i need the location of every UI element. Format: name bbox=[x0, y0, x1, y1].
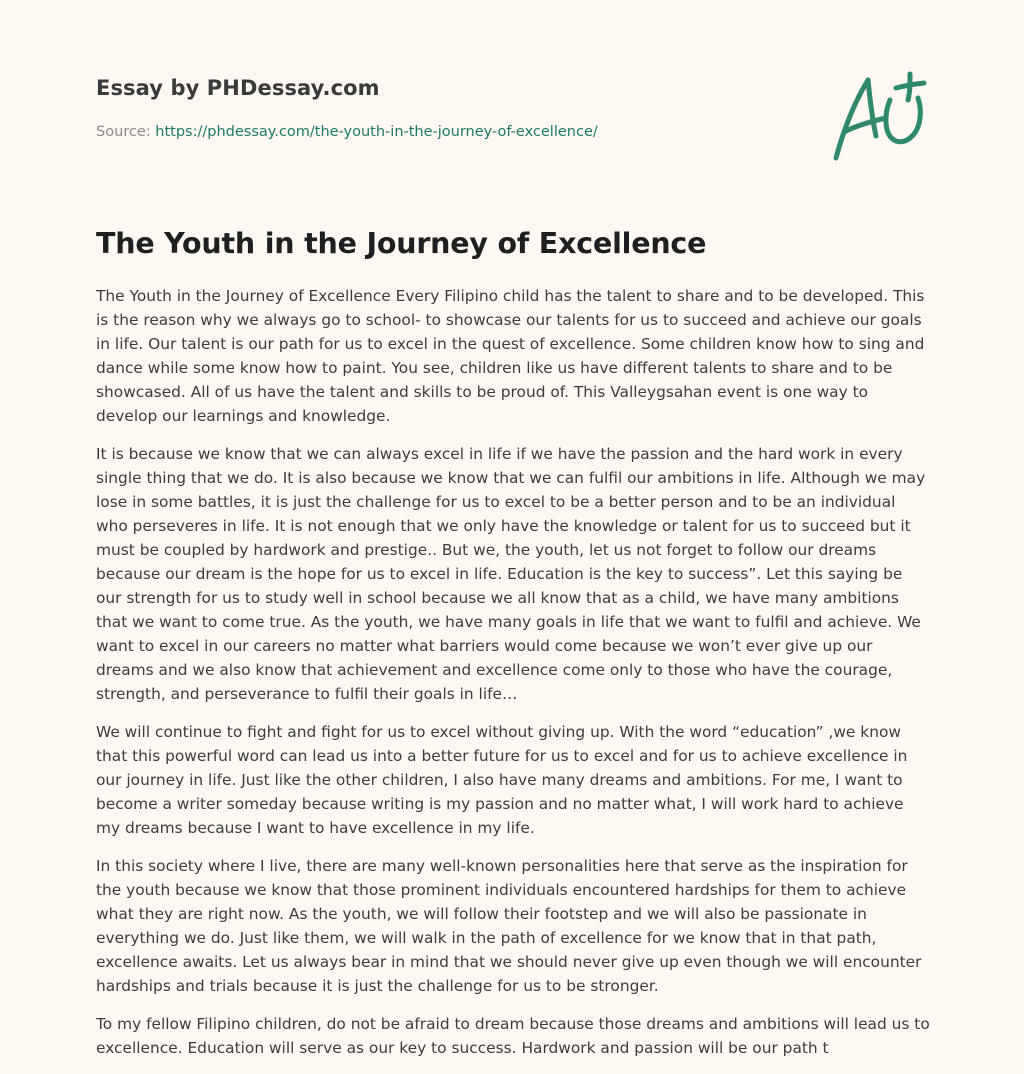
essay-title: The Youth in the Journey of Excellence bbox=[96, 227, 707, 260]
source-label: Source: bbox=[96, 124, 156, 140]
essay-header bbox=[96, 0, 928, 200]
essay-paragraph: The Youth in the Journey of Excellence Every Filipino child has the talent to share and to be developed. This is the reason why we always go to school- to showcase our talents for us to succeed and achieve our goals in life. Our talent is our path for us to excel in the quest of excellence. Some children know how to sing and dance while some know how to paint. You see, children like us have different talents to share and to be showcased. All of us have the talent and skills to be proud of. This Valleygsahan event is one way to develop our learnings and knowledge. bbox=[96, 287, 925, 425]
brand-title: Essay by PHDessay.com bbox=[96, 76, 380, 100]
source-link[interactable]: https://phdessay.com/the-youth-in-the-journey-of-excellence/ bbox=[155, 124, 598, 140]
essay-content bbox=[96, 222, 930, 1074]
essay-paragraph: To my fellow Filipino children, do not be afraid to dream because those dreams and ambitions will lead us to excellence. Education will serve as our key to success. Hardwork and passion will be our path t bbox=[96, 1015, 930, 1057]
source-line bbox=[96, 124, 598, 140]
a-plus-logo-icon bbox=[828, 66, 928, 166]
essay-paragraph: We will continue to fight and fight for us to excel without giving up. With the word “education” ,we know that this powerful word can lead us into a better future for us to excel and for us to achieve excellence in our journey in life. Just like the other children, I also have many dreams and ambitions. For me, I want to become a writer someday because writing is my passion and no matter what, I will work hard to achieve my dreams because I want to have excellence in my life. bbox=[96, 723, 908, 837]
essay-paragraph: In this society where I live, there are many well-known personalities here that serve as the inspiration for the youth because we know that those prominent individuals encountered hardships for them to achieve what they are right now. As the youth, we will follow their footstep and we will also be passionate in everything we do. Just like them, we will walk in the path of excellence for we know that in that path, excellence awaits. Let us always bear in mind that we should never give up even though we will encounter hardships and trials because it is just the challenge for us to be stronger. bbox=[96, 857, 922, 995]
essay-paragraph: It is because we know that we can always excel in life if we have the passion and the hard work in every single thing that we do. It is also because we know that we can fulfil our ambitions in life. Although we may lose in some battles, it is just the challenge for us to excel to be a better person and to be an individual who perseveres in life. It is not enough that we only have the knowledge or talent for us to succeed but it must be coupled by hardwork and prestige.. But we, the youth, let us not forget to follow our dreams because our dream is the hope for us to excel in life. Education is the key to success”. Let this saying be our strength for us to study well in school because we all know that as a child, we have many ambitions that we want to come true. As the youth, we have many goals in life that we want to fulfil and achieve. We want to excel in our careers no matter what barriers would come because we won’t ever give up our dreams and we also know that achievement and excellence come only to those who have the courage, strength, and perseverance to fulfil their goals in life… bbox=[96, 445, 926, 703]
